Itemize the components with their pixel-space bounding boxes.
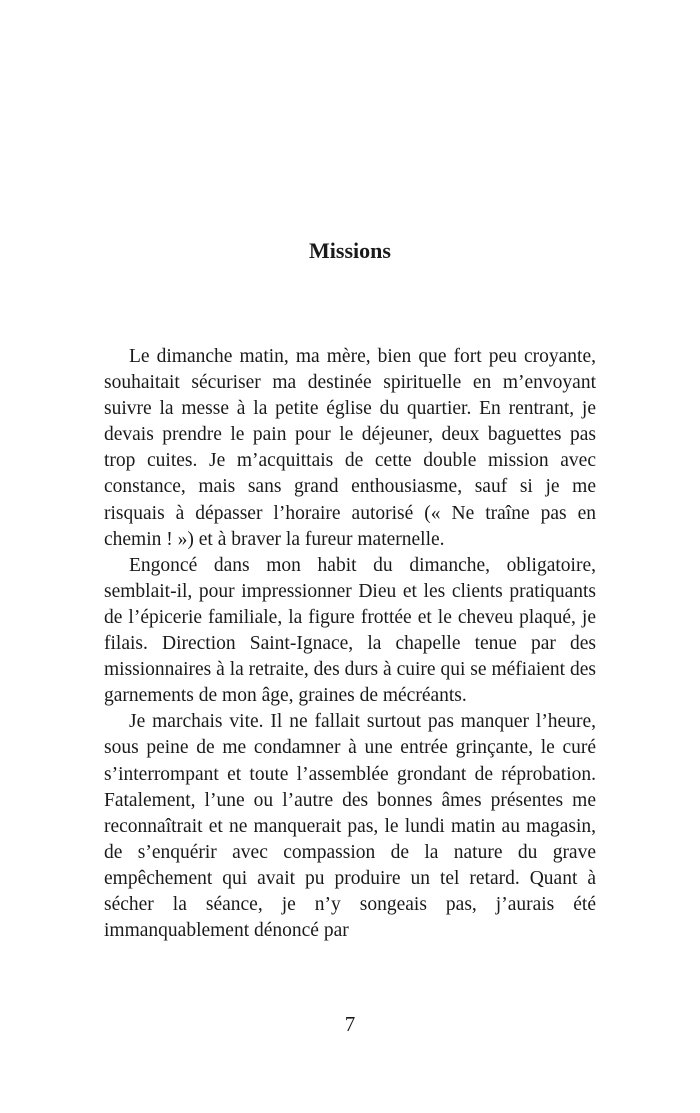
paragraph-1: Le dimanche matin, ma mère, bien que fort peu croyante, souhaitait sécuriser ma destinée spirituelle en m’envoyant suivre la messe à la petite église du quartier. En rentrant, je devais prendre le pain pour le déjeuner, deux baguettes pas trop cuites. Je m’acquittais de cette double mission avec constance, mais sans grand enthousiasme, sauf si je me risquais à dépasser l’horaire autorisé (« Ne traîne pas en chemin ! ») et à braver la fureur maternelle. [104, 346, 596, 550]
paragraph-2: Engoncé dans mon habit du dimanche, obligatoire, semblait-il, pour impressionner Dieu et les clients pratiquants de l’épicerie familiale, la figure frottée et le cheveu plaqué, je filais. Direction Saint-Ignace, la chapelle tenue par des missionnaires à la retraite, des durs à cuire qui se méfiaient des garnements de mon âge, graines de mécréants. [104, 554, 596, 707]
chapter-body [104, 344, 596, 944]
page-number: 7 [344, 1012, 356, 1036]
chapter-title: Missions [309, 238, 391, 263]
paragraph-3: Je marchais vite. Il ne fallait surtout pas manquer l’heure, sous peine de me condamner à une entrée grinçante, le curé s’interrompant et toute l’assemblée grondant de réprobation. Fatalement, l’une ou l’autre des bonnes âmes présentes me reconnaîtrait et ne manquerait pas, le lundi matin au magasin, de s’enquérir avec compassion de la nature du grave empêchement qui avait pu produire un tel retard. Quant à sécher la séance, je n’y songeais pas, j’aurais été immanquablement dénoncé par [104, 711, 596, 942]
